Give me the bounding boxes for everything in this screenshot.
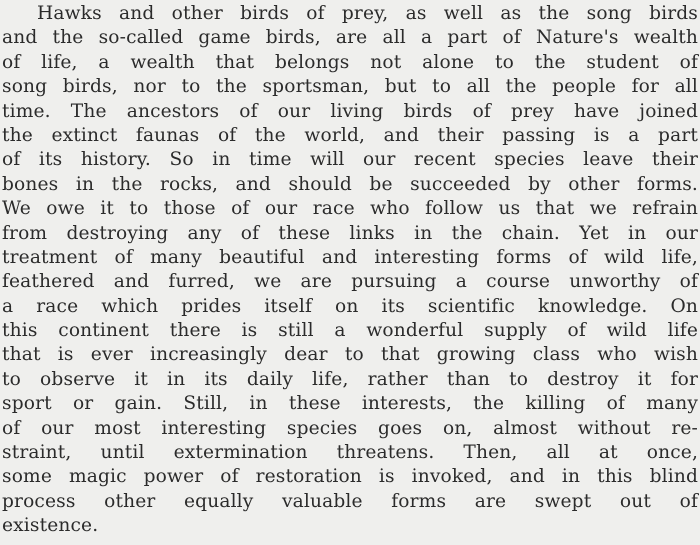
text-line: We owe it to those of our race who follow us that we refrain <box>2 198 698 220</box>
text-line: straint, until extermination threatens. Then, all at once, <box>2 442 698 464</box>
text-line: song birds, nor to the sportsman, but to all the people for all <box>2 76 698 98</box>
text-line: from destroying any of these links in the chain. Yet in our <box>2 222 698 244</box>
text-line: of our most interesting species goes on, almost without re- <box>2 417 698 439</box>
text-line: process other equally valuable forms are swept out of <box>2 490 698 512</box>
text-line: feathered and furred, we are pursuing a course unworthy of <box>2 271 698 293</box>
text-line: sport or gain. Still, in these interests, the killing of many <box>2 393 698 415</box>
text-line: that is ever increasingly dear to that growing class who wish <box>2 344 698 366</box>
text-line: of life, a wealth that belongs not alone to the student of <box>2 51 698 73</box>
text-line: treatment of many beautiful and interesting forms of wild life, <box>2 246 698 268</box>
text-line: a race which prides itself on its scientific knowledge. On <box>2 295 698 317</box>
text-line: bones in the rocks, and should be succeeded by other forms. <box>2 173 698 195</box>
text-line: of its history. So in time will our recent species leave their <box>2 149 698 171</box>
text-line: to observe it in its daily life, rather than to destroy it for <box>2 368 698 390</box>
text-line: Hawks and other birds of prey, as well as the song birds <box>37 3 698 24</box>
text-line: existence. <box>2 515 99 537</box>
text-line: this continent there is still a wonderful supply of wild life <box>2 320 698 342</box>
text-line: the extinct faunas of the world, and their passing is a part <box>2 124 698 146</box>
paragraph <box>2 2 698 539</box>
text-line: and the so-called game birds, are all a part of Nature's wealth <box>2 27 698 49</box>
text-line: time. The ancestors of our living birds of prey have joined <box>2 100 698 122</box>
text-line: some magic power of restoration is invoked, and in this blind <box>2 466 698 488</box>
